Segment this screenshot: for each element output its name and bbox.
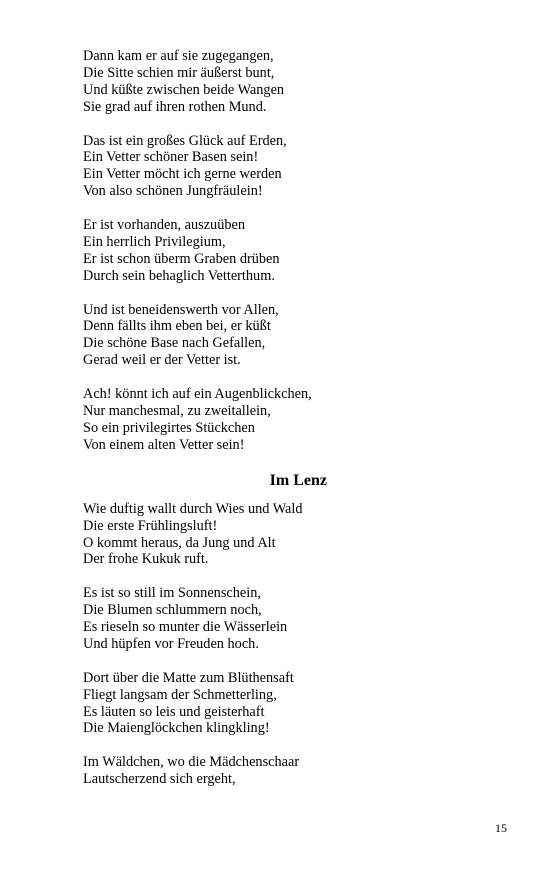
verse-line: Die erste Frühlingsluft! [83,517,218,534]
verse-line: Ein herrlich Privilegium, [83,233,226,250]
verse-line: Im Wäldchen, wo die Mädchenschaar [83,754,300,771]
verse-line: Ach! könnt ich auf ein Augenblickchen, [83,386,312,403]
verse-line: Nur manchesmal, zu zweitallein, [83,402,271,419]
verse-line: Dann kam er auf sie zugegangen, [83,48,274,64]
verse-line: Von einem alten Vetter sein! [83,436,245,453]
page-text-block [83,48,383,788]
verse-line: Durch sein behaglich Vetterthum. [83,267,275,284]
stanza [83,133,383,201]
stanza [83,386,383,454]
stanza [83,670,383,738]
verse-line: Lautscherzend sich ergeht, [83,771,236,788]
verse-line: Es läuten so leis und geisterhaft [83,703,265,720]
verse-line: Und ist beneidenswerth vor Allen, [83,301,279,318]
verse-line: O kommt heraus, da Jung und Alt [83,534,276,551]
verse-line: Dort über die Matte zum Blüthensaft [83,669,294,686]
verse-line: Ein Vetter schöner Basen sein! [83,149,259,166]
verse-line: Denn fällts ihm eben bei, er küßt [83,318,271,335]
verse-line: Und küßte zwischen beide Wangen [83,81,285,98]
verse-line: Es rieseln so munter die Wässerlein [83,619,288,636]
page-number: 15 [495,821,507,835]
verse-line: Die schöne Base nach Gefallen, [83,335,266,352]
stanza [83,302,383,370]
verse-line: Und hüpfen vor Freuden hoch. [83,635,259,652]
verse-line: Er ist vorhanden, auszuüben [83,217,245,234]
verse-line: Gerad weil er der Vetter ist. [83,352,241,369]
stanza [83,217,383,285]
stanza [83,501,383,569]
verse-line: Die Blumen schlummern noch, [83,602,262,619]
poem-im-lenz [83,501,383,788]
verse-line: Sie grad auf ihren rothen Mund. [83,98,267,115]
verse-line: Die Maienglöckchen klingkling! [83,720,270,737]
stanza [83,754,383,788]
verse-line: Das ist ein großes Glück auf Erden, [83,132,287,149]
verse-line: Der frohe Kukuk ruft. [83,551,209,568]
poem-continuation [83,48,383,454]
verse-line: Fliegt langsam der Schmetterling, [83,686,277,703]
verse-line: Wie duftig wallt durch Wies und Wald [83,500,303,517]
stanza [83,48,383,116]
verse-line: So ein privilegirtes Stückchen [83,419,255,436]
poem-title: Im Lenz [269,471,327,489]
stanza [83,585,383,653]
verse-line: Ein Vetter möcht ich gerne werden [83,166,282,183]
verse-line: Von also schönen Jungfräulein! [83,183,263,200]
verse-line: Er ist schon überm Graben drüben [83,250,280,267]
verse-line: Die Sitte schien mir äußerst bunt, [83,64,275,81]
verse-line: Es ist so still im Sonnenschein, [83,585,261,602]
